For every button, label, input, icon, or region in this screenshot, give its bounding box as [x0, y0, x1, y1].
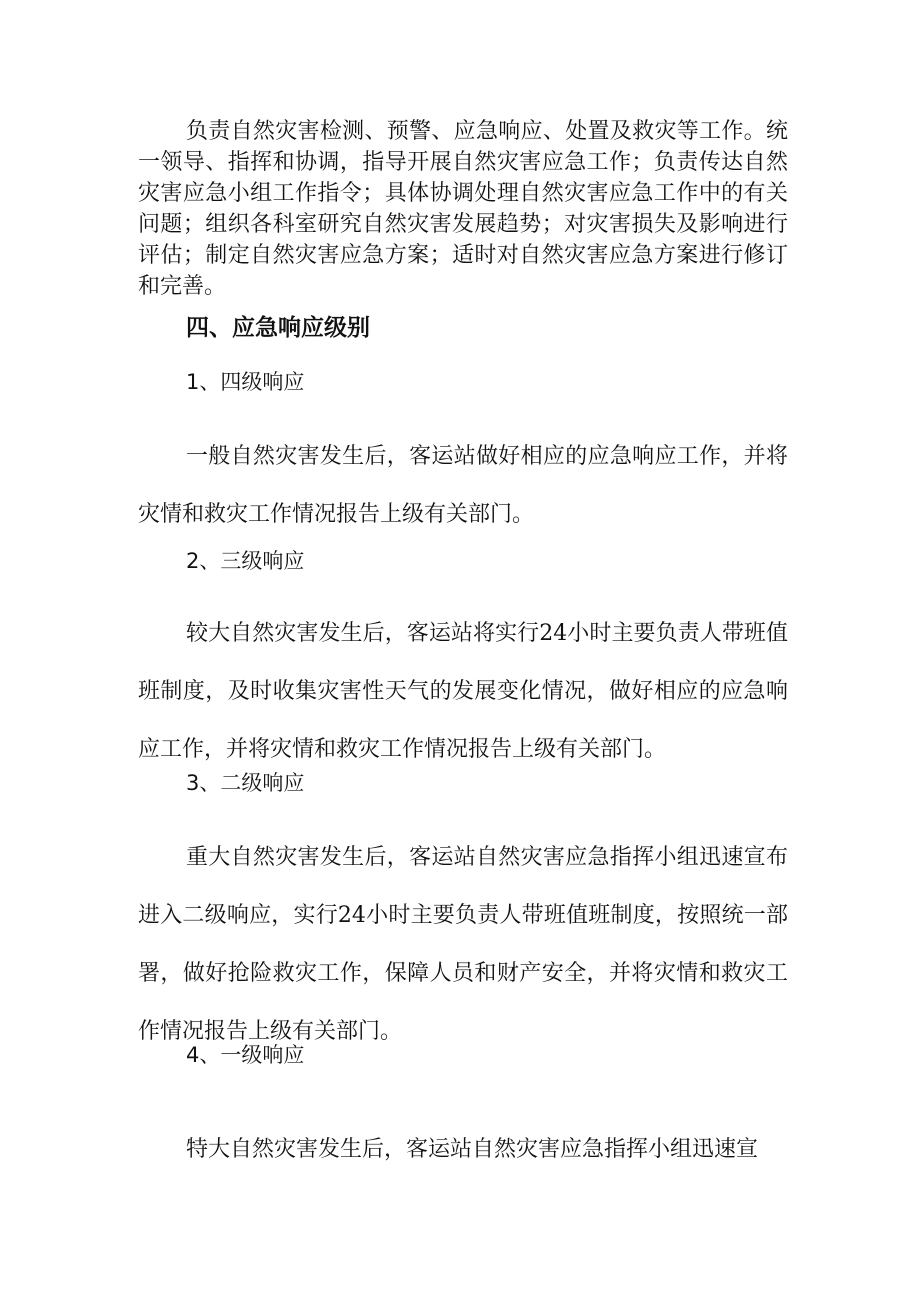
level-2-heading: 3、二级响应	[186, 771, 305, 795]
level-3-paragraph: 较大自然灾害发生后，客运站将实行24小时主要负责人带班值班制度，及时收集灾害性天气的发展变化情况，做好相应的应急响应工作，并将灾情和救灾工作情况报告上级有关部门。	[138, 621, 788, 762]
intro-paragraph: 负责自然灾害检测、预警、应急响应、处置及救灾等工作。统一领导、指挥和协调，指导开展自然灾害应急工作；负责传达自然灾害应急小组工作指令；具体协调处理自然灾害应急工作中的有关问题；组织各科室研究自然灾害发展趋势；对灾害损失及影响进行评估；制定自然灾害应急方案；适时对自然灾害应急方案进行修订和完善。	[138, 119, 788, 299]
level-1-heading: 4、一级响应	[186, 1043, 305, 1067]
level-1-paragraph: 特大自然灾害发生后，客运站自然灾害应急指挥小组迅速宣	[186, 1137, 759, 1162]
level-4-paragraph: 一般自然灾害发生后，客运站做好相应的应急响应工作，并将灾情和救灾工作情况报告上级有关部门。	[138, 444, 788, 527]
level-4-heading: 1、四级响应	[186, 370, 305, 394]
section-heading-emergency-levels: 四、应急响应级别	[186, 315, 370, 341]
level-2-paragraph: 重大自然灾害发生后，客运站自然灾害应急指挥小组迅速宣布进入二级响应，实行24小时主要负责人带班值班制度，按照统一部署，做好抢险救灾工作，保障人员和财产安全，并将灾情和救灾工作情况报告上级有关部门。	[138, 845, 788, 1044]
level-3-heading: 2、三级响应	[186, 549, 305, 573]
